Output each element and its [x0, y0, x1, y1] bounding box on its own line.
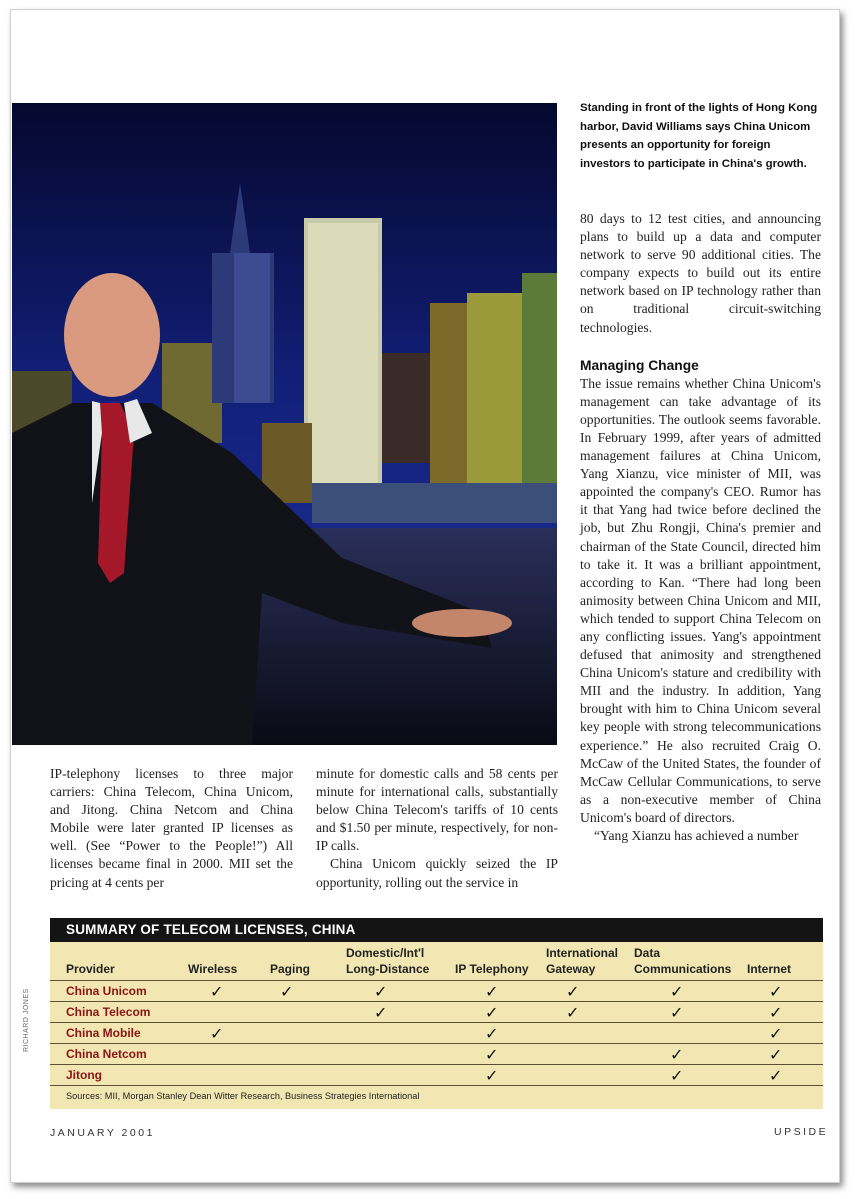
table-row [50, 1023, 823, 1044]
check-mark: ✓ [455, 1044, 546, 1065]
check-mark: ✓ [747, 981, 823, 1002]
check-mark: ✓ [634, 1065, 747, 1086]
table-row [50, 1044, 823, 1065]
check-mark [634, 1023, 747, 1044]
header-domestic [346, 942, 455, 981]
check-mark [346, 1023, 455, 1044]
licenses-table-box [50, 918, 823, 1109]
issue-date: JANUARY 2001 [50, 1127, 155, 1139]
article-right-column [580, 210, 821, 845]
header-data-line1: Data [634, 946, 661, 960]
check-mark: ✓ [188, 981, 270, 1002]
provider-cell: China Telecom [50, 1002, 188, 1023]
check-mark [546, 1044, 634, 1065]
check-mark: ✓ [455, 1065, 546, 1086]
check-mark: ✓ [747, 1002, 823, 1023]
check-mark: ✓ [546, 1002, 634, 1023]
table-sources: Sources: MII, Morgan Stanley Dean Witter Research, Business Strategies International [66, 1091, 420, 1101]
check-mark [270, 1044, 346, 1065]
check-mark: ✓ [747, 1023, 823, 1044]
check-mark [270, 1002, 346, 1023]
header-data-line2: Communications [634, 962, 732, 976]
check-mark: ✓ [270, 981, 346, 1002]
header-domestic-line2: Long-Distance [346, 962, 430, 976]
header-paging: Paging [270, 962, 311, 976]
article-paragraph: IP-telephony licenses to three major carriers: China Telecom, China Unicom, and Jitong. China Netcom and China Mobile were later granted IP licenses as well. (See “Power to the People!”) All licenses became final in 2000. MII set the pricing at 4 cents per [50, 766, 293, 890]
table-title: SUMMARY OF TELECOM LICENSES, CHINA [50, 918, 823, 942]
article-left-column [50, 765, 293, 892]
photo-caption: Standing in front of the lights of Hong Kong harbor, David Williams says China Unicom presents an opportunity for foreign investors to participate in China's growth. [580, 102, 818, 170]
check-mark: ✓ [747, 1065, 823, 1086]
table-row [50, 981, 823, 1002]
provider-cell: Jitong [50, 1065, 188, 1086]
check-mark: ✓ [455, 1023, 546, 1044]
check-mark: ✓ [455, 1002, 546, 1023]
licenses-table [50, 942, 823, 1086]
check-mark [346, 1065, 455, 1086]
check-mark: ✓ [346, 981, 455, 1002]
harbor-photo [12, 103, 557, 745]
header-ip-telephony: IP Telephony [455, 962, 529, 976]
article-paragraph: The issue remains whether China Unicom's management can take advantage of its opportunities. The outlook seems favorable. In February 1999, after years of admitted management failures at China Unicom, Yang Xianzu, vice minister of MII, was appointed the company's CEO. Rumor has it that Yang had twice before declined the job, but Zhu Rongji, China's premier and chairman of the State Council, directed him to take it. It was a brilliant appointment, according to Kan. “There had long been animosity between China Unicom and MII, which tended to support China Telecom on any conflicting issues. Yang's appointment defused that animosity and strengthened China Unicom's stature and credibility with MII and the industry. In addition, Yang brought with him to China Unicom several key people with strong telecommunications experience.” He also recruited Craig O. McCaw of the United States, the founder of McCaw Cellular Communications, to serve as a non-executive member of China Unicom's board of directors. [580, 375, 821, 825]
section-heading: Managing Change [580, 357, 699, 373]
table-row [50, 1002, 823, 1023]
article-paragraph: “Yang Xianzu has achieved a number [594, 828, 799, 843]
check-mark: ✓ [188, 1023, 270, 1044]
table-row [50, 1065, 823, 1086]
check-mark: ✓ [634, 1044, 747, 1065]
article-paragraph: 80 days to 12 test cities, and announcing plans to build up a data and computer network to serve 90 additional cities. The company expects to build out its entire network based on IP technology rather than on traditional circuit-switching technologies. [580, 211, 821, 335]
check-mark: ✓ [455, 981, 546, 1002]
check-mark [546, 1023, 634, 1044]
check-mark [188, 1065, 270, 1086]
header-gateway [546, 942, 634, 981]
check-mark: ✓ [634, 1002, 747, 1023]
check-mark: ✓ [747, 1044, 823, 1065]
article-paragraph: China Unicom quickly seized the IP opportunity, rolling out the service in [316, 856, 558, 890]
check-mark [546, 1065, 634, 1086]
check-mark [188, 1002, 270, 1023]
table-header-row [50, 942, 823, 981]
check-mark [270, 1023, 346, 1044]
provider-cell: China Netcom [50, 1044, 188, 1065]
header-wireless: Wireless [188, 962, 238, 976]
header-gateway-line1: International [546, 946, 619, 960]
check-mark [346, 1044, 455, 1065]
header-provider: Provider [66, 962, 115, 976]
check-mark [188, 1044, 270, 1065]
provider-cell: China Mobile [50, 1023, 188, 1044]
header-data [634, 942, 747, 981]
check-mark: ✓ [346, 1002, 455, 1023]
photo-credit: RICHARD JONES [23, 988, 30, 1052]
magazine-name: UPSIDE [774, 1126, 829, 1138]
article-middle-column [316, 765, 558, 892]
header-gateway-line2: Gateway [546, 962, 596, 976]
header-domestic-line1: Domestic/Int'l [346, 946, 425, 960]
check-mark: ✓ [546, 981, 634, 1002]
check-mark: ✓ [634, 981, 747, 1002]
check-mark [270, 1065, 346, 1086]
provider-cell: China Unicom [50, 981, 188, 1002]
article-paragraph: minute for domestic calls and 58 cents per minute for international calls, substantially below China Telecom's tariffs of 10 cents and $1.50 per minute, respectively, for non-IP calls. [316, 766, 558, 854]
header-internet: Internet [747, 962, 792, 976]
